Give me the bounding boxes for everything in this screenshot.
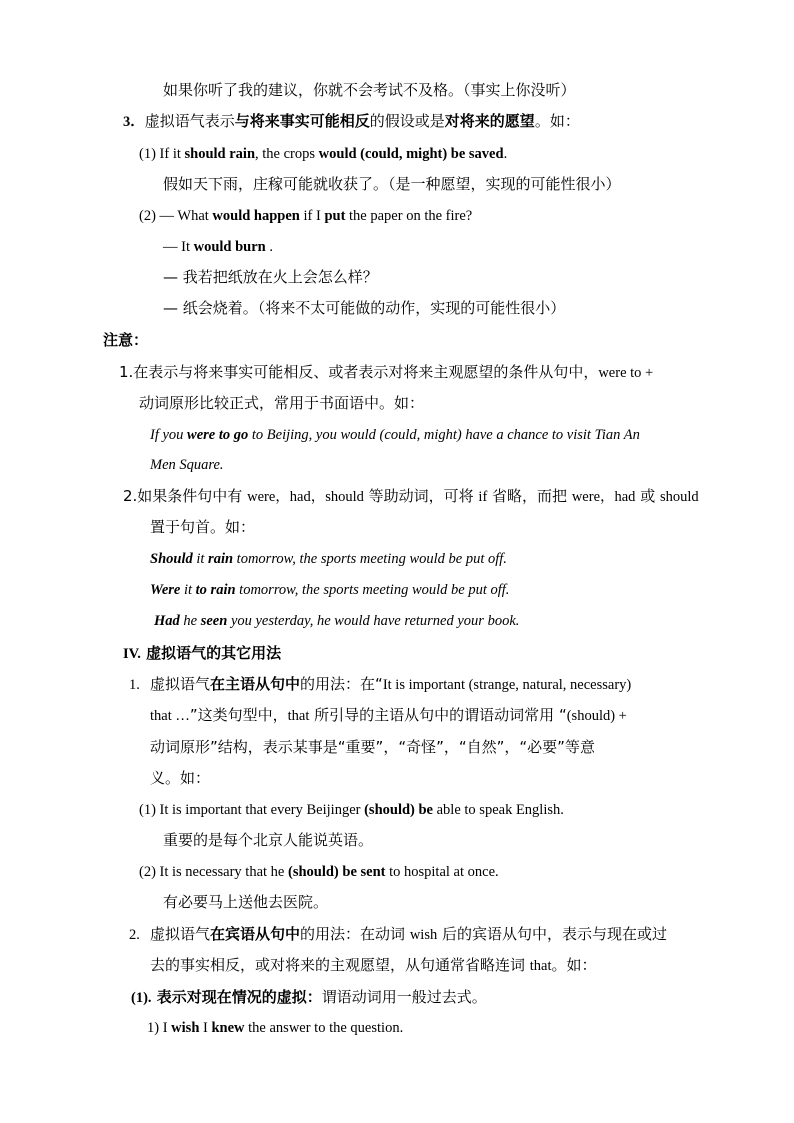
usage-1-example-1: (1) It is important that every Beijinger (should) be able to speak English.	[139, 802, 564, 818]
example-2-answer: — It would burn .	[163, 239, 273, 255]
note-2-example-1: Should it rain tomorrow, the sports meeting would be put off.	[150, 551, 507, 567]
example-1-translation: 假如天下雨，庄稼可能就收获了。（是一种愿望，实现的可能性很小）	[163, 175, 621, 193]
example-2-answer-translation: — 纸会烧着。（将来不太可能做的动作，实现的可能性很小）	[163, 299, 566, 317]
note-heading: 注意：	[103, 331, 149, 349]
note-2-example-2: Were it to rain tomorrow, the sports meeting would be put off.	[150, 582, 510, 598]
note-1-example-line-2: Men Square.	[150, 457, 224, 473]
usage-1-line-1: 1. 虚拟语气在主语从句中的用法：在“It is important (strange, natural, necessary)	[129, 675, 632, 693]
note-2-example-3: Had he seen you yesterday, he would have returned your book.	[154, 613, 520, 629]
note-2-line-1: 2.如果条件句中有 were，had，should 等助动词，可将 if 省略，而把 were，had 或 should	[123, 487, 699, 505]
usage-1-line-3: 动词原形”结构，表示某事是“重要”，“奇怪”，“自然”，“必要”等意	[150, 738, 595, 756]
note-1-line-1: 1.在表示与将来事实可能相反、或者表示对将来主观愿望的条件从句中，were to +	[119, 363, 654, 381]
example-2-question: (2) — What would happen if I put the paper on the fire?	[139, 208, 473, 224]
usage-1-line-4: 义。如：	[150, 769, 211, 787]
example-1-sentence: (1) If it should rain, the crops would (could, might) be saved.	[139, 146, 508, 162]
section-3-heading: 3．虚拟语气表示与将来事实可能相反的假设或是对将来的愿望。如：	[123, 112, 580, 130]
usage-2-line-1: 2. 虚拟语气在宾语从句中的用法：在动词 wish 后的宾语从句中，表示与现在或过	[129, 925, 667, 943]
note-1-example-line-1: If you were to go to Beijing, you would (could, might) have a chance to visit Tian An	[150, 427, 640, 443]
usage-1-example-1-translation: 重要的是每个北京人能说英语。	[163, 831, 374, 849]
usage-2-example-1: 1) I wish I knew the answer to the question.	[147, 1020, 404, 1036]
section-iv-heading: IV. 虚拟语气的其它用法	[123, 644, 282, 662]
example-2-question-translation: — 我若把纸放在火上会怎么样？	[163, 268, 378, 286]
note-1-line-2: 动词原形比较正式，常用于书面语中。如：	[139, 394, 425, 412]
usage-2-subheading: (1). 表示对现在情况的虚拟：谓语动词用一般过去式。	[131, 988, 487, 1006]
usage-1-line-2: that …”这类句型中，that 所引导的主语从句中的谓语动词常用 “(should) +	[150, 706, 627, 724]
usage-2-line-2: 去的事实相反，或对将来的主观愿望，从句通常省略连词 that。如：	[150, 956, 597, 974]
usage-1-example-2-translation: 有必要马上送他去医院。	[163, 893, 329, 911]
usage-1-example-2: (2) It is necessary that he (should) be sent to hospital at once.	[139, 864, 499, 880]
example-translation: 如果你听了我的建议，你就不会考试不及格。（事实上你没听）	[163, 81, 576, 99]
note-2-line-2: 置于句首。如：	[150, 518, 256, 536]
